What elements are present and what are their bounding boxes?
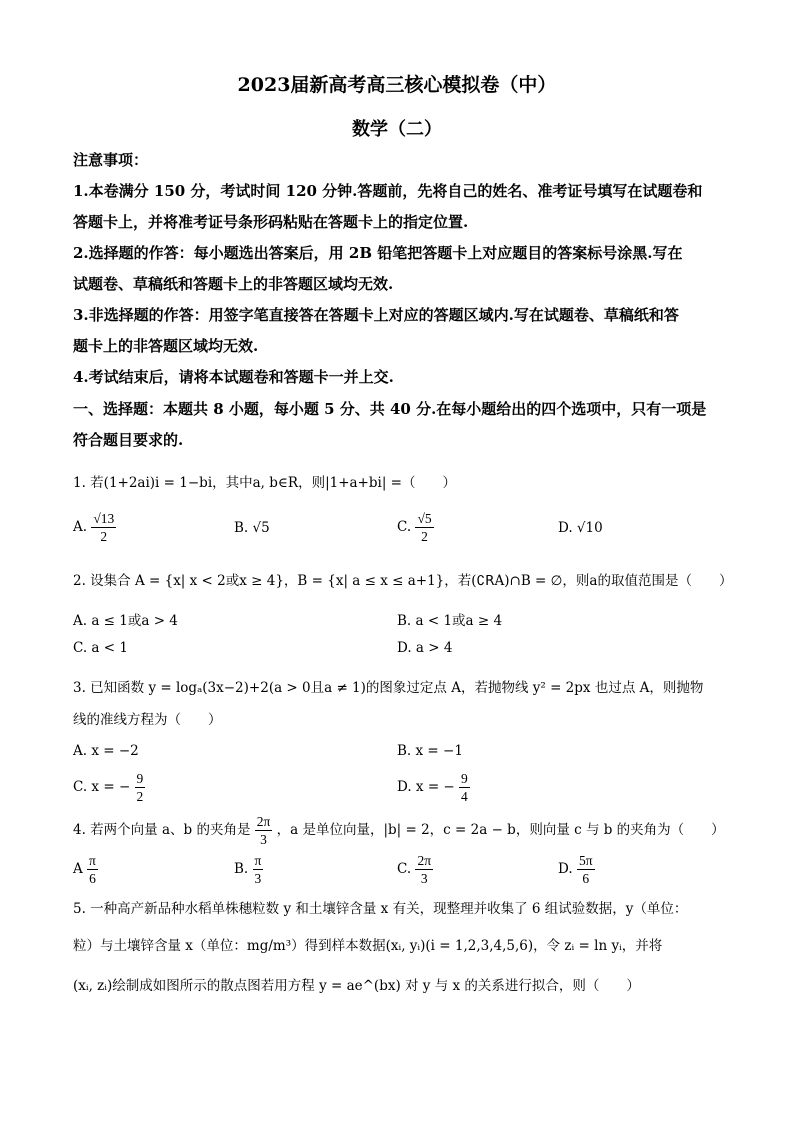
q3-stem-line-1: 3. 已知函数 y = logₐ(3x−2)+2(a > 0且a ≠ 1)的图象过定点 A，若抛物线 y² = 2px 也过点 A，则抛物 [73,680,704,696]
q4-option-d: D. $\frac{5\pi}{6}$ [558,853,593,886]
q5-line-1: 5. 一种高产新品种水稻单株穗粒数 y 和土壤锌含量 x 有关，现整理并收集了 6 组试验数据，y（单位： [73,901,688,917]
q1-option-c: C. $\frac{√5}{2}$ [397,511,432,544]
exam-subtitle: 数学（二） [352,119,442,140]
q3-option-c-fraction: $\frac{9}{2}$ [136,771,144,804]
exam-title: 2023届新高考高三核心模拟卷（中） [237,74,557,96]
q3-option-c: C. x = − $\frac{9}{2}$ [73,771,144,804]
section-heading-line-2: 符合题目要求的. [73,431,184,449]
q4-option-b: B. $\frac{\pi}{3}$ [234,853,262,886]
q1-option-d: D. √10 [558,520,603,536]
q3-option-d: D. x = − $\frac{9}{4}$ [397,771,468,804]
q3-option-b: B. x = −1 [397,743,463,759]
notice-line-1: 1.本卷满分 150 分，考试时间 120 分钟.答题前，先将自己的姓名、准考证号填写在试题卷和 [73,182,703,200]
notice-line-2: 答题卡上，并将准考证号条形码粘贴在答题卡上的指定位置. [73,213,469,231]
notice-line-4: 试题卷、草稿纸和答题卡上的非答题区域均无效. [73,275,394,293]
q1-option-c-fraction: $\frac{√5}{2}$ [417,511,432,544]
q5-line-3: (xᵢ, zᵢ)绘制成如图所示的散点图若用方程 y = ae^(bx) 对 y 与 x 的关系进行拟合，则（ ） [73,978,640,994]
q2-option-c: C. a < 1 [73,640,128,656]
q4-option-a: A $\frac{\pi}{6}$ [73,853,96,886]
q2-option-d: D. a > 4 [397,640,453,656]
section-heading-line-1: 一、选择题：本题共 8 小题，每小题 5 分、共 40 分.在每小题给出的四个选项中，只有一项是 [73,400,707,418]
notice-line-5: 3.非选择题的作答：用签字笔直接答在答题卡上对应的答题区域内.写在试题卷、草稿纸和答 [73,306,679,324]
notice-line-7: 4.考试结束后，请将本试题卷和答题卡一并上交. [73,368,394,386]
q1-option-b: B. √5 [234,520,270,536]
q2-option-a: A. a ≤ 1或a > 4 [73,613,178,629]
q3-option-d-fraction: $\frac{9}{4}$ [461,771,468,804]
notice-line-6: 题卡上的非答题区域均无效. [73,337,259,355]
q4-stem-fraction: $\frac{2\pi}{3}$ [256,814,271,847]
q3-option-a: A. x = −2 [73,743,139,759]
q3-stem-line-2: 线的准线方程为（ ） [73,712,222,728]
notice-line-3: 2.选择题的作答：每小题选出答案后，用 2B 铅笔把答题卡上对应题目的答案标号涂黑.写在 [73,244,683,262]
q1-stem: 1. 若(1+2ai)i = 1−bi，其中a, b∈R，则|1+a+bi| =（ ） [73,475,456,491]
q1-option-a-fraction: $\frac{√13}{2}$ [93,511,115,544]
q5-line-2: 粒）与土壤锌含量 x（单位：mg/m³）得到样本数据(xᵢ, yᵢ)(i = 1,2,3,4,5,6)，令 zᵢ = ln yᵢ，并将 [73,938,663,954]
q2-option-b: B. a < 1或a ≥ 4 [397,613,503,629]
notice-heading: 注意事项： [73,151,149,169]
q4-option-c: C. $\frac{2\pi}{3}$ [397,853,432,886]
q2-stem: 2. 设集合 A = {x| x < 2或x ≥ 4}，B = {x| a ≤ x ≤ a+1}，若(∁ꓣA)∩B = ∅，则a的取值范围是（ ） [73,573,733,589]
q1-option-a: A. $\frac{√13}{2}$ [73,511,115,544]
q4-stem: 4. 若两个向量 a、b 的夹角是 $\frac{2\pi}{3}$ ，a 是单位向量，|b| = 2，c = 2a − b，则向量 c 与 b 的夹角为（ ） [73,814,725,847]
